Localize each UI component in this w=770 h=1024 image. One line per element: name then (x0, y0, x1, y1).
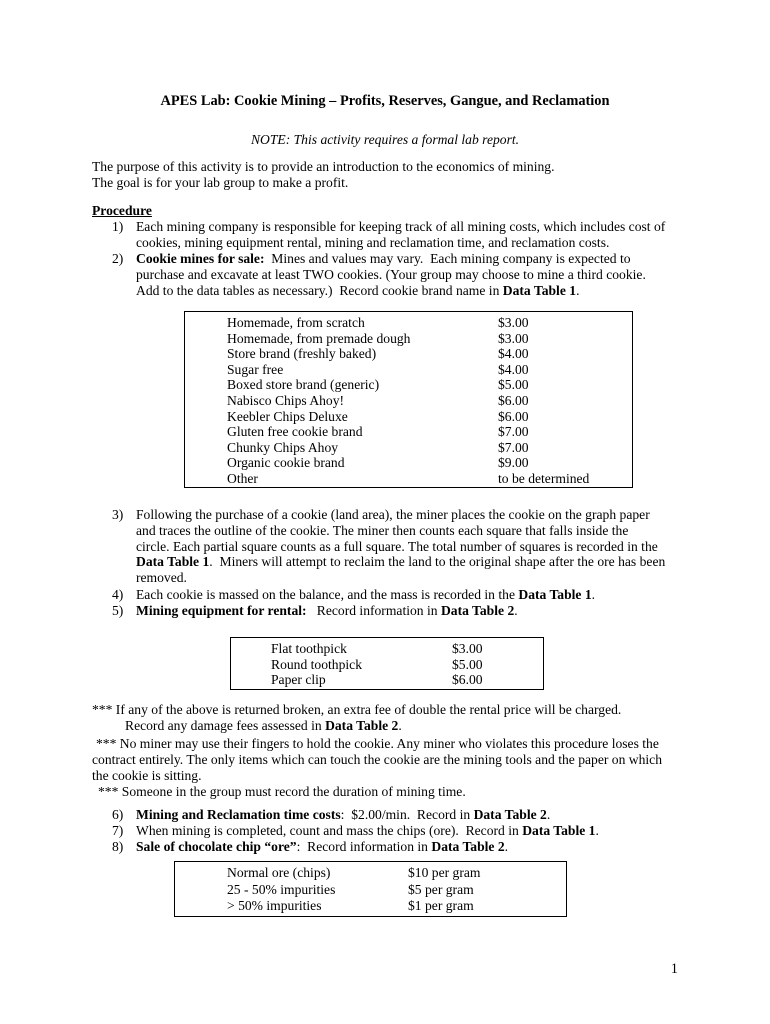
item-name-cell: 25 - 50% impurities (227, 881, 336, 897)
table-row (185, 440, 632, 456)
price-cell: $4.00 (498, 361, 529, 377)
page-number: 1 (670, 961, 678, 977)
item-name-cell: Homemade, from premade dough (227, 330, 411, 346)
step-text: purchase and excavate at least TWO cookies. (Your group may choose to mine a third cookie. (136, 266, 646, 282)
step-number: 2) (112, 251, 124, 266)
table-reference: Data Table 2 (440, 603, 515, 618)
table-row (185, 346, 632, 362)
table-row (175, 882, 566, 899)
step-text: and traces the outline of the cookie. The miner then counts each square that falls inside the (136, 522, 629, 538)
item-name-cell: Boxed store brand (generic) (227, 377, 380, 393)
broken-fee-note: *** If any of the above is returned broken, an extra fee of double the rental price will be charged. (92, 702, 622, 717)
price-cell: $6.00 (452, 672, 483, 688)
item-name-cell: Flat toothpick (271, 641, 347, 656)
intro-paragraph (92, 159, 732, 191)
equipment-rental-table (230, 637, 544, 690)
price-cell: $3.00 (452, 641, 483, 656)
item-name-cell: Nabisco Chips Ahoy! (227, 393, 345, 408)
step-text: : $2.00/min. Record in (340, 807, 474, 822)
item-name-cell: Gluten free cookie brand (227, 424, 363, 440)
item-name-cell: Paper clip (271, 672, 326, 688)
price-cell: $3.00 (498, 330, 529, 346)
cookie-price-table (184, 311, 633, 488)
punctuation: . (595, 823, 599, 838)
table-row (185, 393, 632, 409)
price-cell: $9.00 (498, 455, 529, 471)
step-number: 7) (112, 823, 124, 838)
table-row (185, 331, 632, 347)
table-row (185, 471, 632, 487)
page-title: APES Lab: Cookie Mining – Profits, Reserves, Gangue, and Reclamation (160, 93, 610, 109)
table-reference: Data Table 2 (325, 718, 399, 733)
intro-line: The goal is for your lab group to make a profit. (92, 175, 349, 190)
table-row (175, 865, 566, 882)
step-text: : Record information in (296, 839, 432, 854)
table-row (185, 315, 632, 331)
step-text: circle. Each partial square counts as a full square. The total number of squares is recorded in the (136, 538, 658, 554)
ore-sale-table (174, 861, 567, 917)
step-text: cookies, mining equipment rental, mining and reclamation time, and reclamation costs. (136, 234, 610, 250)
table-reference: Data Table 1 (522, 823, 596, 838)
step-number: 4) (112, 587, 124, 602)
item-name-cell: Normal ore (chips) (227, 865, 331, 880)
price-cell: $5.00 (452, 656, 483, 672)
table-row (175, 898, 566, 915)
item-name-cell: Round toothpick (271, 656, 363, 672)
step-number: 8) (112, 839, 124, 854)
price-cell: $6.00 (498, 393, 529, 408)
price-cell: to be determined (498, 471, 590, 486)
table-reference: Data Table 1 (136, 554, 210, 570)
table-reference: Data Table 1 (502, 282, 577, 298)
item-name-cell: Other (227, 471, 258, 486)
price-cell: $6.00 (498, 408, 529, 424)
fingers-rule-note: *** No miner may use their fingers to hold the cookie. Any miner who violates this procedure loses the (96, 736, 659, 751)
step-text: Each mining company is responsible for keeping track of all mining costs, which includes cost of (136, 219, 666, 234)
table-reference: Data Table 2 (473, 807, 547, 822)
fingers-rule-note-cont: the cookie is sitting. (92, 768, 202, 783)
step-number: 5) (112, 603, 124, 618)
table-row (185, 424, 632, 440)
table-row (185, 362, 632, 378)
note-text: Record any damage fees assessed in (125, 718, 326, 733)
price-cell: $7.00 (498, 424, 529, 440)
item-name-cell: Organic cookie brand (227, 455, 345, 471)
punctuation: . (591, 587, 596, 602)
table-row (185, 455, 632, 471)
table-reference: Data Table 1 (518, 587, 592, 602)
price-cell: $3.00 (498, 315, 529, 330)
table-row (231, 657, 543, 673)
step-text: Each cookie is massed on the balance, and the mass is recorded in the (136, 587, 519, 602)
item-name-cell: > 50% impurities (227, 898, 322, 913)
table-reference: Data Table 2 (431, 839, 505, 854)
price-cell: $1 per gram (408, 898, 474, 913)
procedure-heading: Procedure (92, 203, 152, 218)
table-row (231, 672, 543, 688)
price-cell: $7.00 (498, 439, 529, 455)
step-bold-text: Sale of chocolate chip “ore” (136, 839, 297, 854)
price-cell: $10 per gram (408, 865, 481, 880)
step-number: 1) (112, 219, 124, 234)
intro-line: The purpose of this activity is to provide an introduction to the economics of mining. (92, 159, 555, 174)
step-number: 3) (112, 507, 124, 522)
punctuation: . (576, 282, 580, 298)
item-name-cell: Store brand (freshly baked) (227, 346, 377, 362)
step-text: Add to the data tables as necessary.) Record cookie brand name in (136, 282, 503, 298)
step-text: Record information in (306, 603, 441, 618)
table-row (185, 377, 632, 393)
step-text: When mining is completed, count and mass the chips (ore). Record in (136, 823, 523, 838)
step-bold-text: Mining and Reclamation time costs (136, 807, 341, 822)
damage-fee-note (125, 718, 402, 734)
item-name-cell: Homemade, from scratch (227, 315, 365, 330)
price-cell: $4.00 (498, 346, 529, 362)
step-bold-text: Mining equipment for rental: (136, 603, 307, 618)
step-text: Following the purchase of a cookie (land area), the miner places the cookie on the graph paper (136, 507, 650, 522)
item-name-cell: Keebler Chips Deluxe (227, 408, 348, 424)
timekeeper-note: *** Someone in the group must record the duration of mining time. (98, 784, 466, 799)
table-row (231, 641, 543, 657)
table-row (185, 409, 632, 425)
punctuation: . (514, 603, 518, 618)
item-name-cell: Sugar free (227, 361, 284, 377)
step-bold-text: Cookie mines for sale: (136, 251, 265, 266)
step-text: . Miners will attempt to reclaim the land to the original shape after the ore has been (209, 554, 666, 570)
price-cell: $5 per gram (408, 881, 474, 897)
step-number: 6) (112, 807, 124, 822)
punctuation: . (546, 807, 551, 822)
punctuation: . (398, 718, 402, 733)
step-text: removed. (136, 570, 187, 586)
item-name-cell: Chunky Chips Ahoy (227, 439, 339, 455)
punctuation: . (504, 839, 509, 854)
fingers-rule-note-cont: contract entirely. The only items which can touch the cookie are the mining tools and the paper on which (92, 752, 663, 767)
lab-report-note: NOTE: This activity requires a formal lab report. (250, 132, 520, 147)
step-text: Mines and values may vary. Each mining company is expected to (264, 251, 631, 266)
price-cell: $5.00 (498, 377, 529, 393)
